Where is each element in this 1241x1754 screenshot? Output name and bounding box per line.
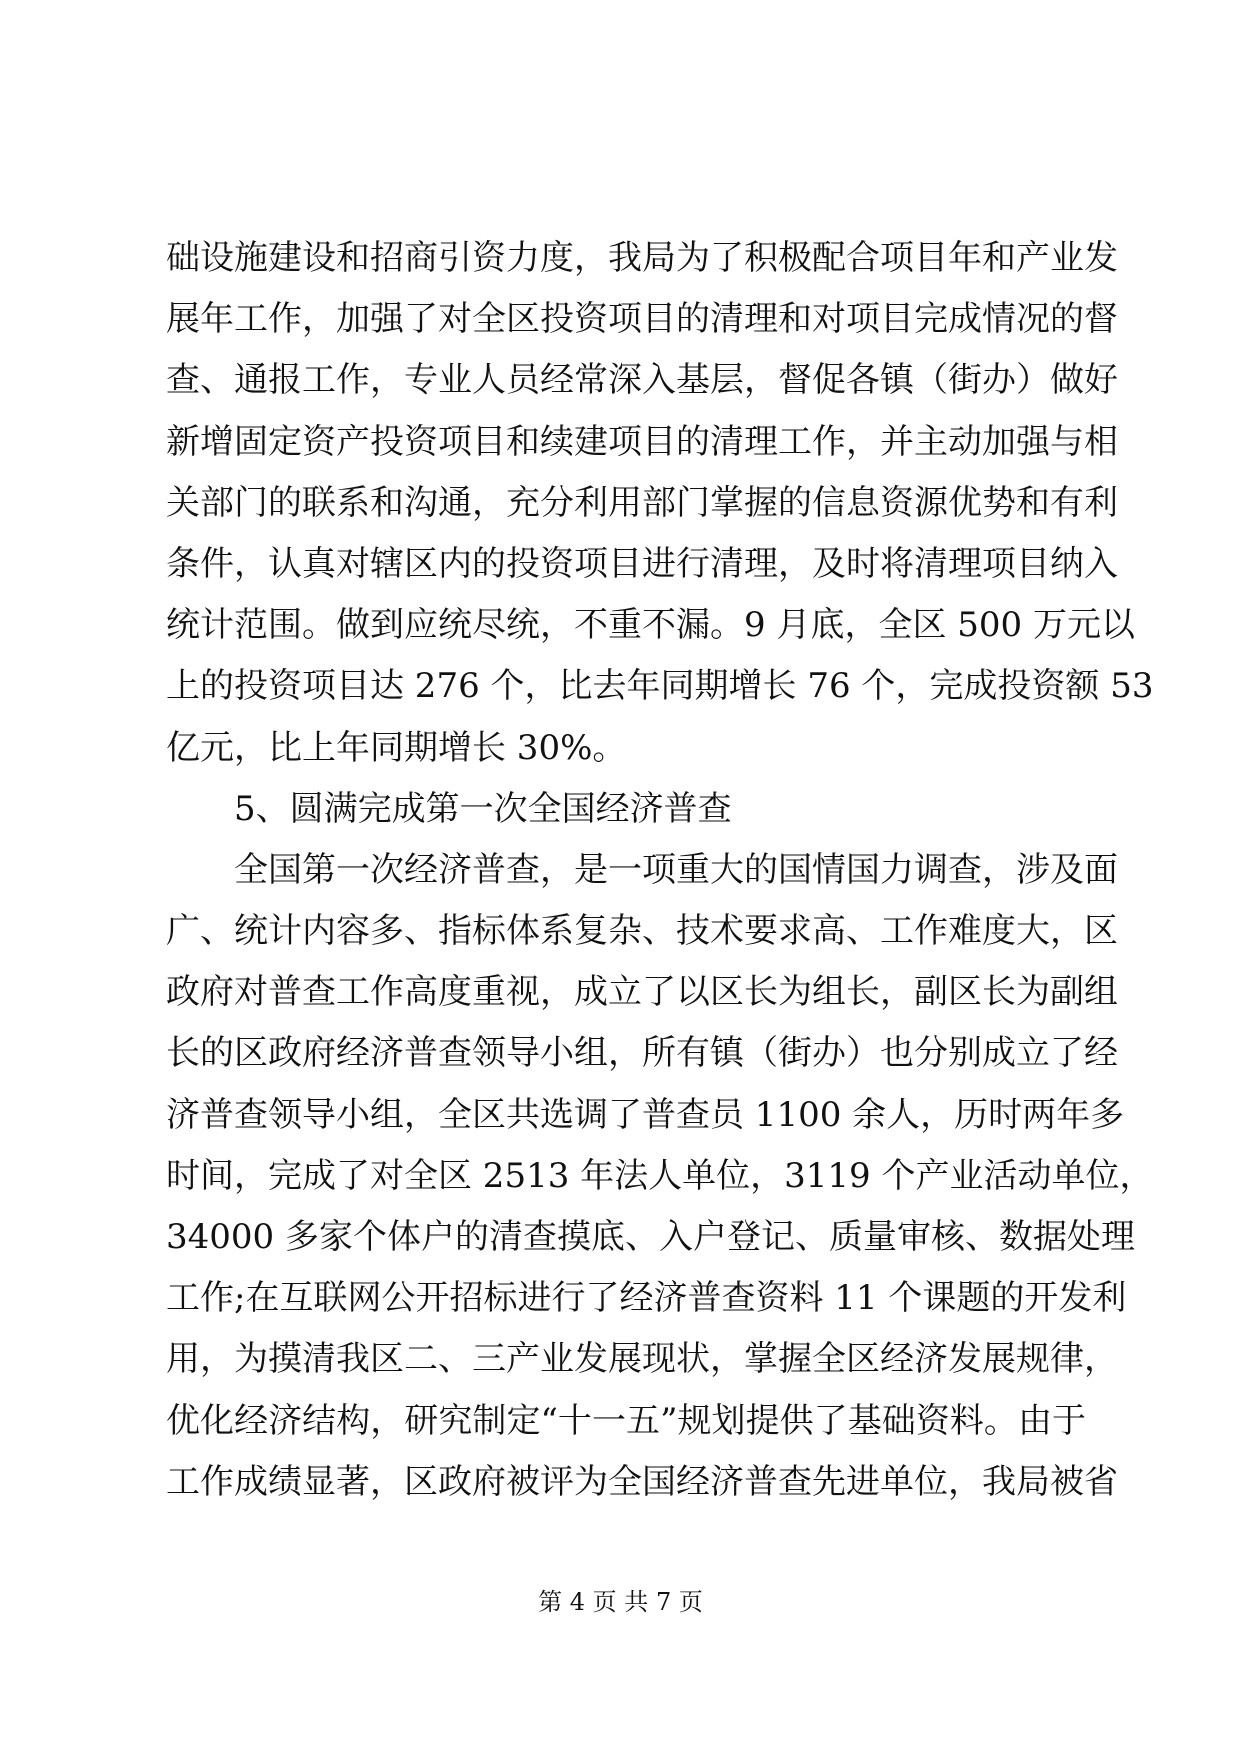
text-line: 全国第一次经济普查，是一项重大的国情国力调查，涉及面 xyxy=(234,849,1118,890)
text-line: 优化经济结构，研究制定“十一五”规划提供了基础资料。由于 xyxy=(166,1400,1086,1441)
page-number-footer: 第 4 页 共 7 页 xyxy=(538,1588,703,1616)
text-line: 新增固定资产投资项目和续建项目的清理工作，并主动加强与相 xyxy=(166,421,1118,462)
text-line: 上的投资项目达 276 个，比去年同期增长 76 个，完成投资额 53 xyxy=(166,666,1154,707)
text-line: 34000 多家个体户的清查摸底、入户登记、质量审核、数据处理 xyxy=(166,1217,1135,1257)
body-text xyxy=(166,228,1154,1513)
text-line: 础设施建设和招商引资力度，我局为了积极配合项目年和产业发 xyxy=(166,238,1118,278)
text-line: 条件，认真对辖区内的投资项目进行清理，及时将清理项目纳入 xyxy=(166,543,1118,584)
text-line: 查、通报工作，专业人员经常深入基层，督促各镇（街办）做好 xyxy=(166,360,1118,401)
text-line: 工作;在互联网公开招标进行了经济普查资料 11 个课题的开发利 xyxy=(166,1278,1127,1319)
text-line: 广、统计内容多、指标体系复杂、技术要求高、工作难度大，区 xyxy=(166,911,1118,952)
text-line: 济普查领导小组，全区共选调了普查员 1100 余人，历时两年多 xyxy=(166,1094,1125,1135)
text-line: 用，为摸清我区二、三产业发展现状，掌握全区经济发展规律， xyxy=(166,1339,1118,1380)
text-line: 政府对普查工作高度重视，成立了以区长为组长，副区长为副组 xyxy=(166,972,1118,1013)
text-line: 工作成绩显著，区政府被评为全国经济普查先进单位，我局被省 xyxy=(166,1461,1118,1502)
section-heading: 5、圆满完成第一次全国经济普查 xyxy=(234,788,732,829)
text-line: 亿元，比上年同期增长 30%。 xyxy=(166,727,627,768)
text-line: 关部门的联系和沟通，充分利用部门掌握的信息资源优势和有利 xyxy=(166,482,1118,523)
text-line: 时间，完成了对全区 2513 年法人单位，3119 个产业活动单位， xyxy=(166,1155,1154,1196)
text-line: 展年工作，加强了对全区投资项目的清理和对项目完成情况的督 xyxy=(166,299,1118,340)
text-line: 统计范围。做到应统尽统，不重不漏。9 月底，全区 500 万元以 xyxy=(166,605,1135,646)
text-line: 长的区政府经济普查领导小组，所有镇（街办）也分别成立了经 xyxy=(166,1033,1118,1074)
